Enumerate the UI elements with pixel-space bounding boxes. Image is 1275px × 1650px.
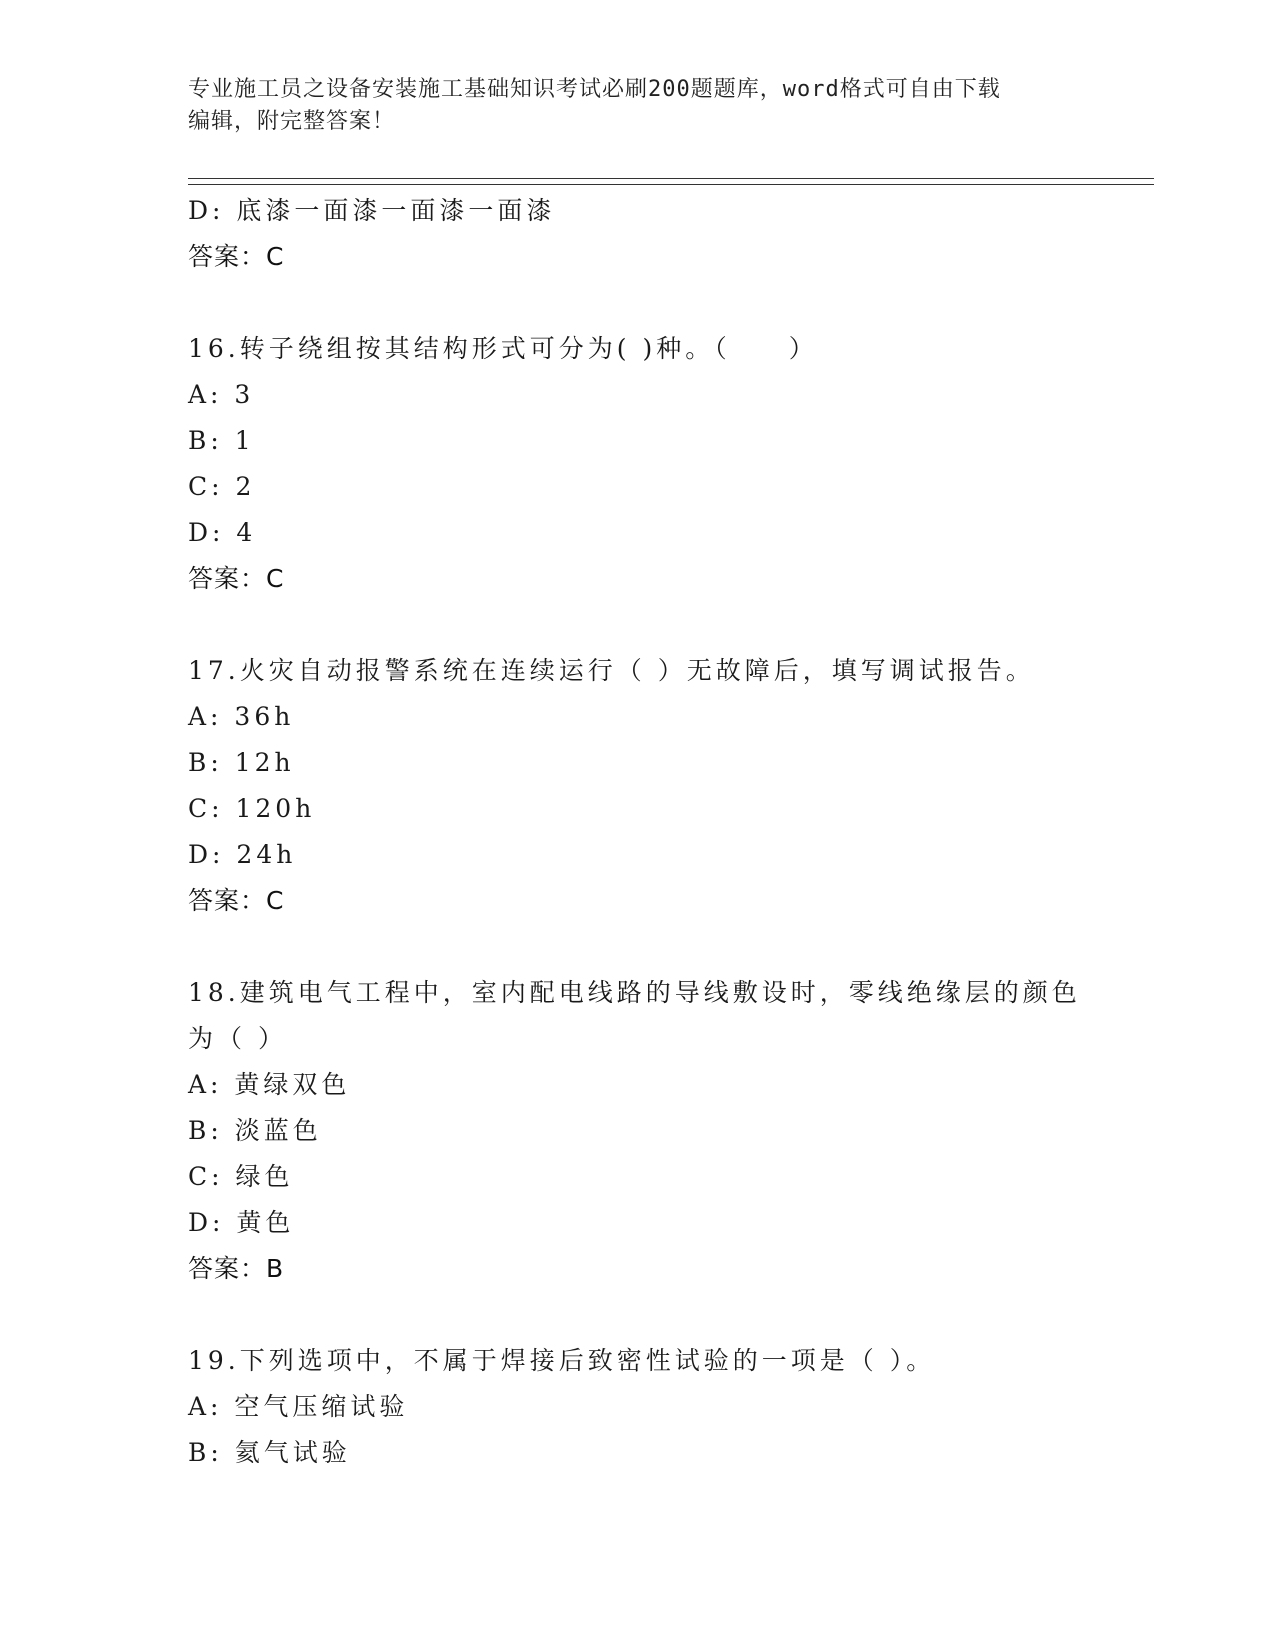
question-list: [188, 188, 1148, 1476]
question-stem: 19.下列选项中，不属于焊接后致密性试验的一项是（ ）。: [188, 1346, 936, 1375]
question-16: [188, 326, 1148, 602]
document-header: [188, 74, 1088, 138]
previous-question-tail: [188, 188, 1148, 280]
option-c: C: 2: [188, 472, 256, 501]
option-a: A: 空气压缩试验: [188, 1392, 409, 1421]
option-a: A: 黄绿双色: [188, 1070, 351, 1099]
header-line-1: 专业施工员之设备安装施工基础知识考试必刷200题题库，word格式可自由下载: [188, 77, 1001, 102]
question-stem-line-1: 18.建筑电气工程中，室内配电线路的导线敷设时，零线绝缘层的颜色: [188, 978, 1081, 1007]
option-b: B: 淡蓝色: [188, 1116, 322, 1145]
header-line-2: 编辑，附完整答案！: [188, 109, 396, 134]
option-c: C: 120h: [188, 794, 316, 823]
answer-label: 答案：C: [188, 242, 285, 271]
question-stem: 16.转子绕组按其结构形式可分为( )种。（ ）: [188, 334, 818, 363]
question-17: [188, 648, 1148, 924]
option-d: D: 黄色: [188, 1208, 295, 1237]
option-d: D: 4: [188, 518, 257, 547]
answer-label: 答案：C: [188, 564, 285, 593]
question-stem-line-2: 为（ ）: [188, 1024, 287, 1053]
option-a: A: 3: [188, 380, 255, 409]
question-stem: 17.火灾自动报警系统在连续运行（ ）无故障后，填写调试报告。: [188, 656, 1035, 685]
option-c: C: 绿色: [188, 1162, 294, 1191]
question-19: [188, 1338, 1148, 1476]
option-d: D: 24h: [188, 840, 297, 869]
answer-label: 答案：B: [188, 1254, 285, 1283]
option-b: B: 氦气试验: [188, 1438, 351, 1467]
header-divider: [188, 178, 1154, 185]
option-a: A: 36h: [188, 702, 295, 731]
option-d: D: 底漆一面漆一面漆一面漆: [188, 196, 556, 225]
answer-label: 答案：C: [188, 886, 285, 915]
question-18: [188, 970, 1148, 1292]
option-b: B: 1: [188, 426, 255, 455]
option-b: B: 12h: [188, 748, 295, 777]
